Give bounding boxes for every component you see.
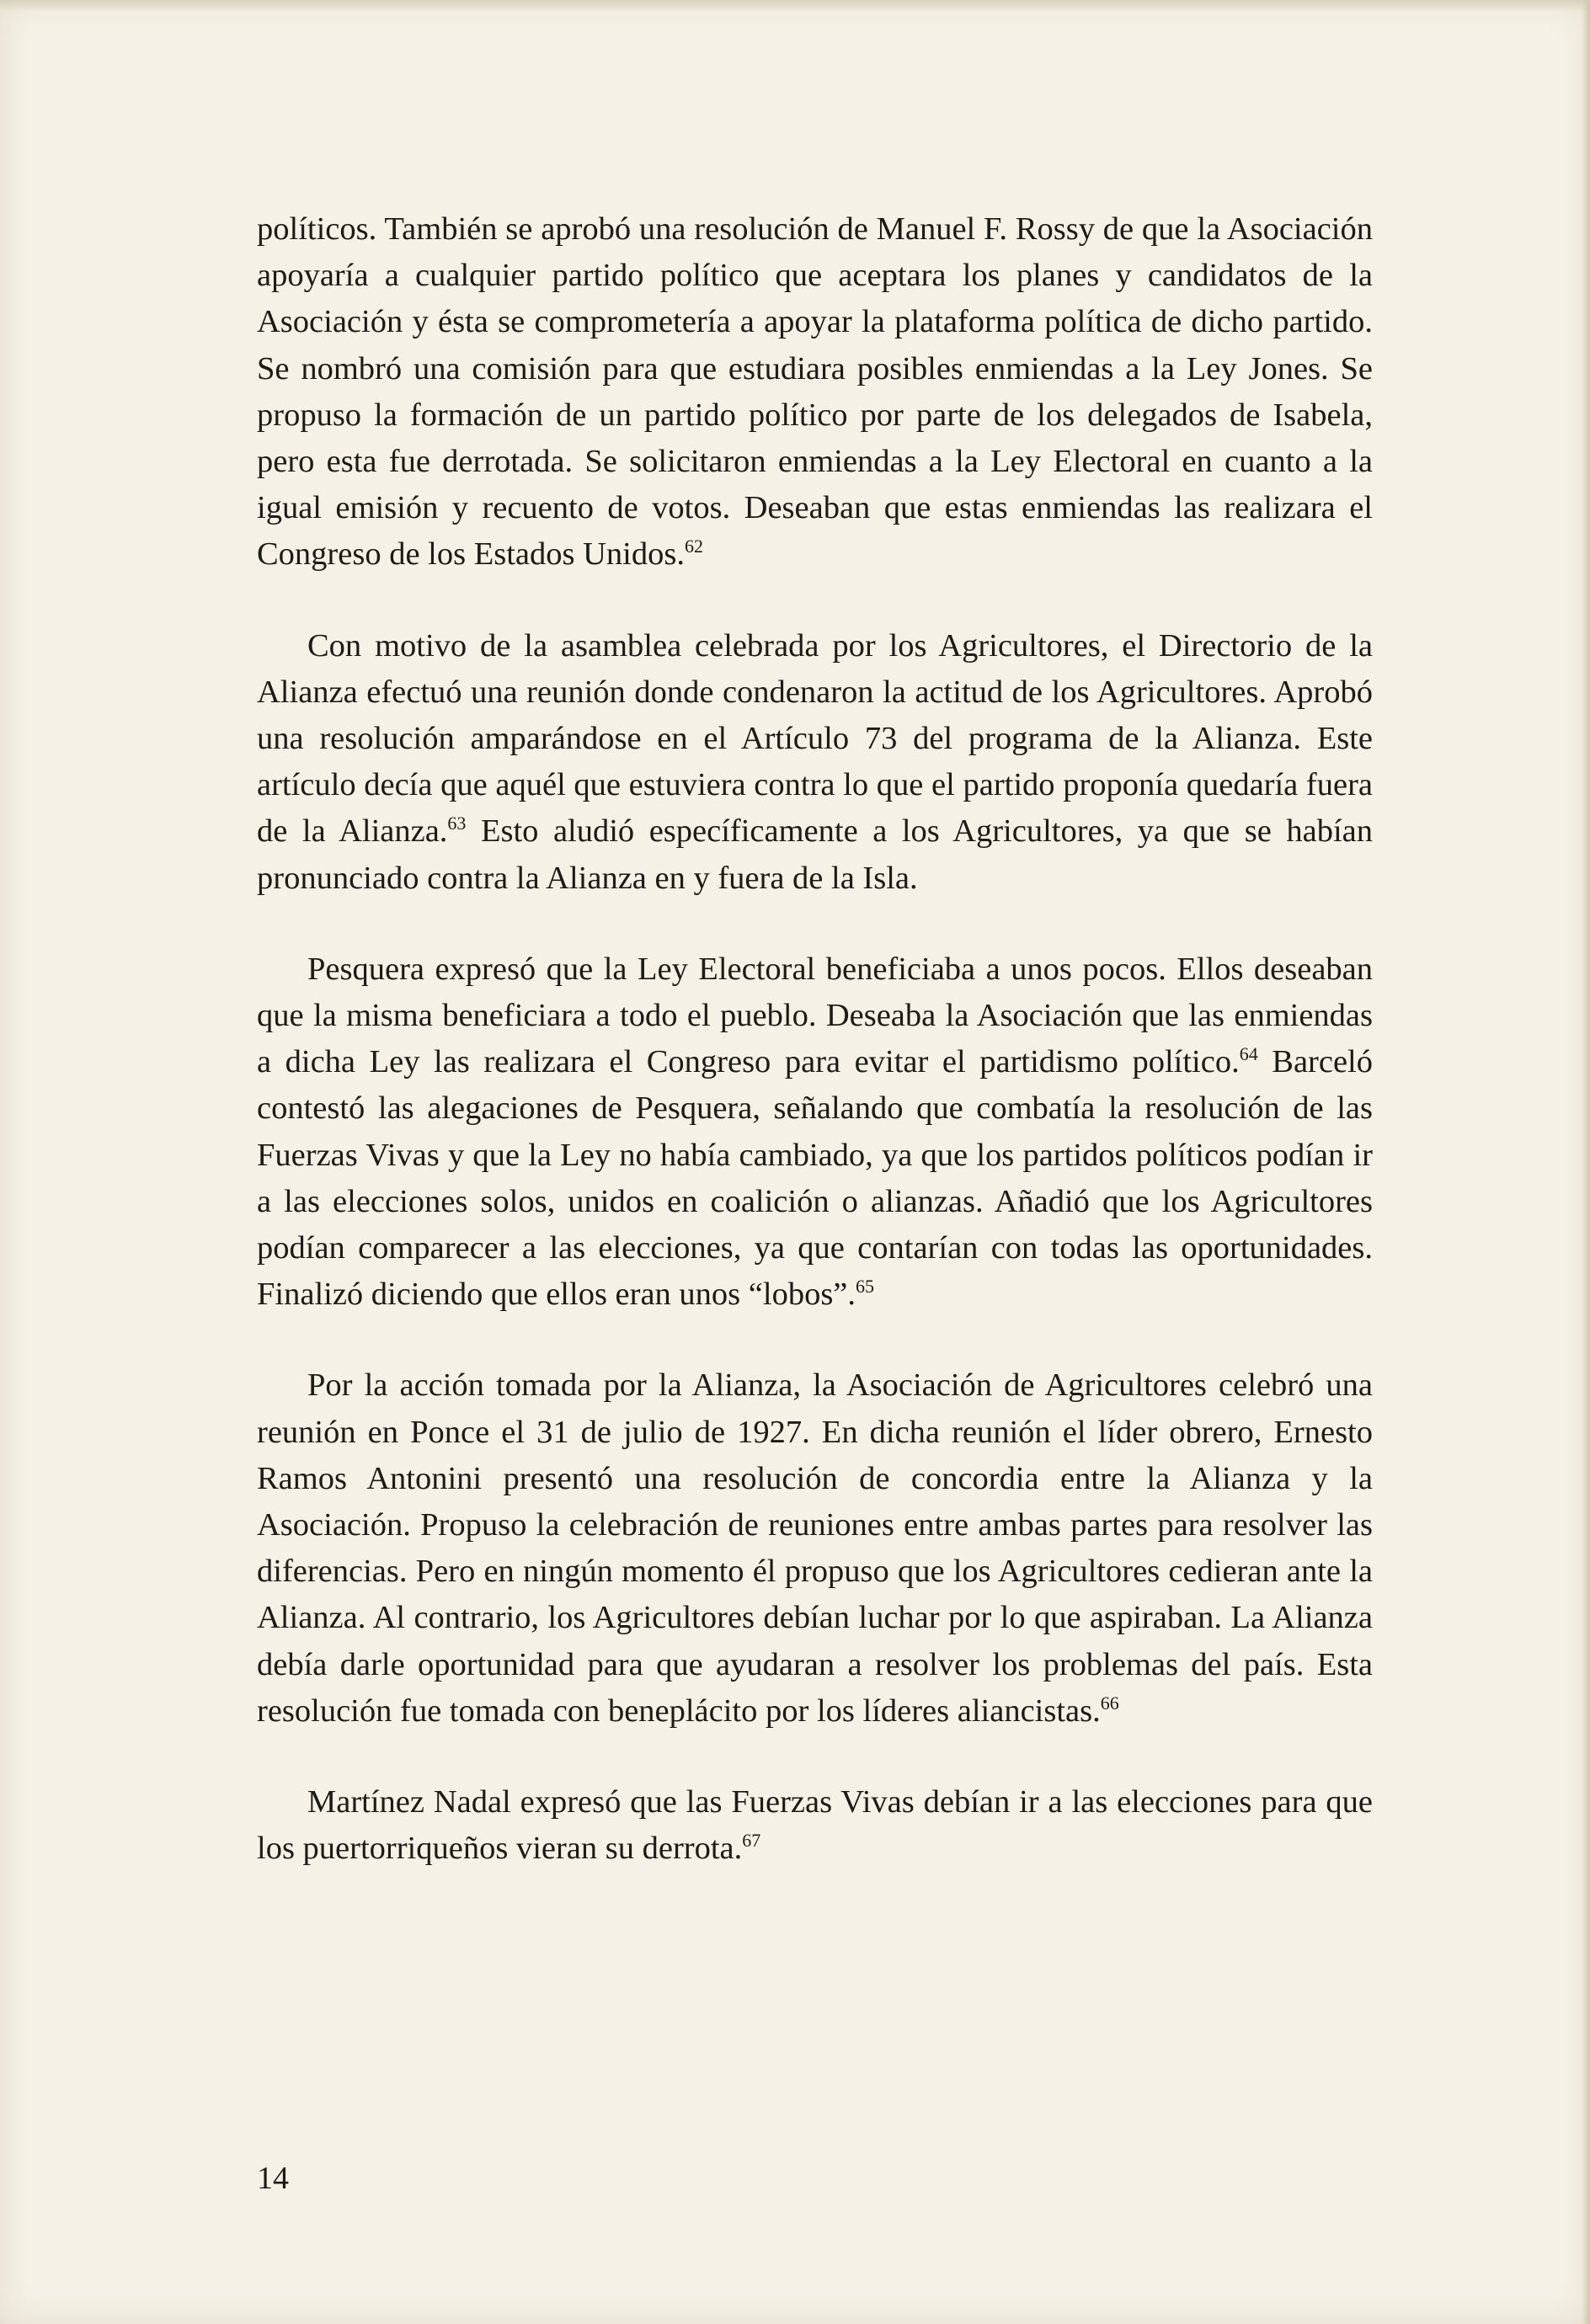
paragraph-1 [257, 206, 1373, 578]
page-number: 14 [257, 2161, 289, 2196]
paragraph-text: Pesquera expresó que la Ley Electoral beneficiaba a unos pocos. Ellos deseaban que la misma beneficiara a todo el pueblo. Deseaba la Asociación que las enmiendas a dicha Ley las realizara el Congreso para evitar el partidismo político. [257, 951, 1373, 1080]
footnote-ref-66: 66 [1100, 1692, 1119, 1714]
body-text [257, 206, 1373, 1917]
footnote-ref-64: 64 [1239, 1043, 1258, 1065]
paragraph-5 [257, 1779, 1373, 1872]
paragraph-3 [257, 946, 1373, 1319]
paragraph-text-continued: Barceló contestó las alegaciones de Pesquera, señalando que combatía la resolución de las Fuerzas Vivas y que la Ley no había cambiado, ya que los partidos políticos podían ir a las elecciones solos, unidos en coalición o alianzas. Añadió que los Agricultores podían comparecer a las elecciones, ya que contarían con todas las oportunidades. Finalizó diciendo que ellos eran unos “lobos”. [257, 1044, 1373, 1313]
footnote-ref-63: 63 [447, 813, 467, 834]
paragraph-text-continued: Esto aludió específicamente a los Agricultores, ya que se habían pronunciado contra la Alianza en y fuera de la Isla. [257, 813, 1374, 896]
paragraph-text: Martínez Nadal expresó que las Fuerzas Vivas debían ir a las elecciones para que los puertorriqueños vieran su derrota. [257, 1784, 1373, 1867]
paragraph-text: políticos. También se aprobó una resolución de Manuel F. Rossy de que la Asociación apoyaría a cualquier partido político que aceptara los planes y candidatos de la Asociación y ésta se comprometería a apoyar la plataforma política de dicho partido. Se nombró una comisión para que estudiara posibles enmiendas a la Ley Jones. Se propuso la formación de un partido político por parte de los delegados de Isabela, pero esta fue derrotada. Se solicitaron enmiendas a la Ley Electoral en cuanto a la igual emisión y recuento de votos. Deseaban que estas enmiendas las realizara el Congreso de los Estados Unidos. [257, 211, 1373, 573]
footnote-ref-67: 67 [742, 1830, 761, 1852]
footnote-ref-65: 65 [856, 1276, 875, 1298]
paragraph-2 [257, 623, 1373, 902]
paragraph-text: Por la acción tomada por la Alianza, la Asociación de Agricultores celebró una reunión en Ponce el 31 de julio de 1927. En dicha reunión el líder obrero, Ernesto Ramos Antonini presentó una resolución de concordia entre la Alianza y la Asociación. Propuso la celebración de reuniones entre ambas partes para resolver las diferencias. Pero en ningún momento él propuso que los Agricultores cedieran ante la Alianza. Al contrario, los Agricultores debían luchar por lo que aspiraban. La Alianza debía darle oportunidad para que ayudaran a resolver los problemas del país. Esta resolución fue tomada con beneplácito por los líderes aliancistas. [257, 1367, 1373, 1729]
paragraph-4 [257, 1362, 1373, 1735]
footnote-ref-62: 62 [684, 536, 703, 557]
page-top-edge [0, 0, 1590, 12]
page-right-edge [1582, 0, 1590, 2324]
paragraph-text: Con motivo de la asamblea celebrada por los Agricultores, el Directorio de la Alianza efectuó una reunión donde condenaron la actitud de los Agricultores. Aprobó una resolución amparándose en el Artículo 73 del programa de la Alianza. Este artículo decía que aquél que estuviera contra lo que el partido proponía quedaría fuera de la Alianza. [257, 627, 1373, 850]
